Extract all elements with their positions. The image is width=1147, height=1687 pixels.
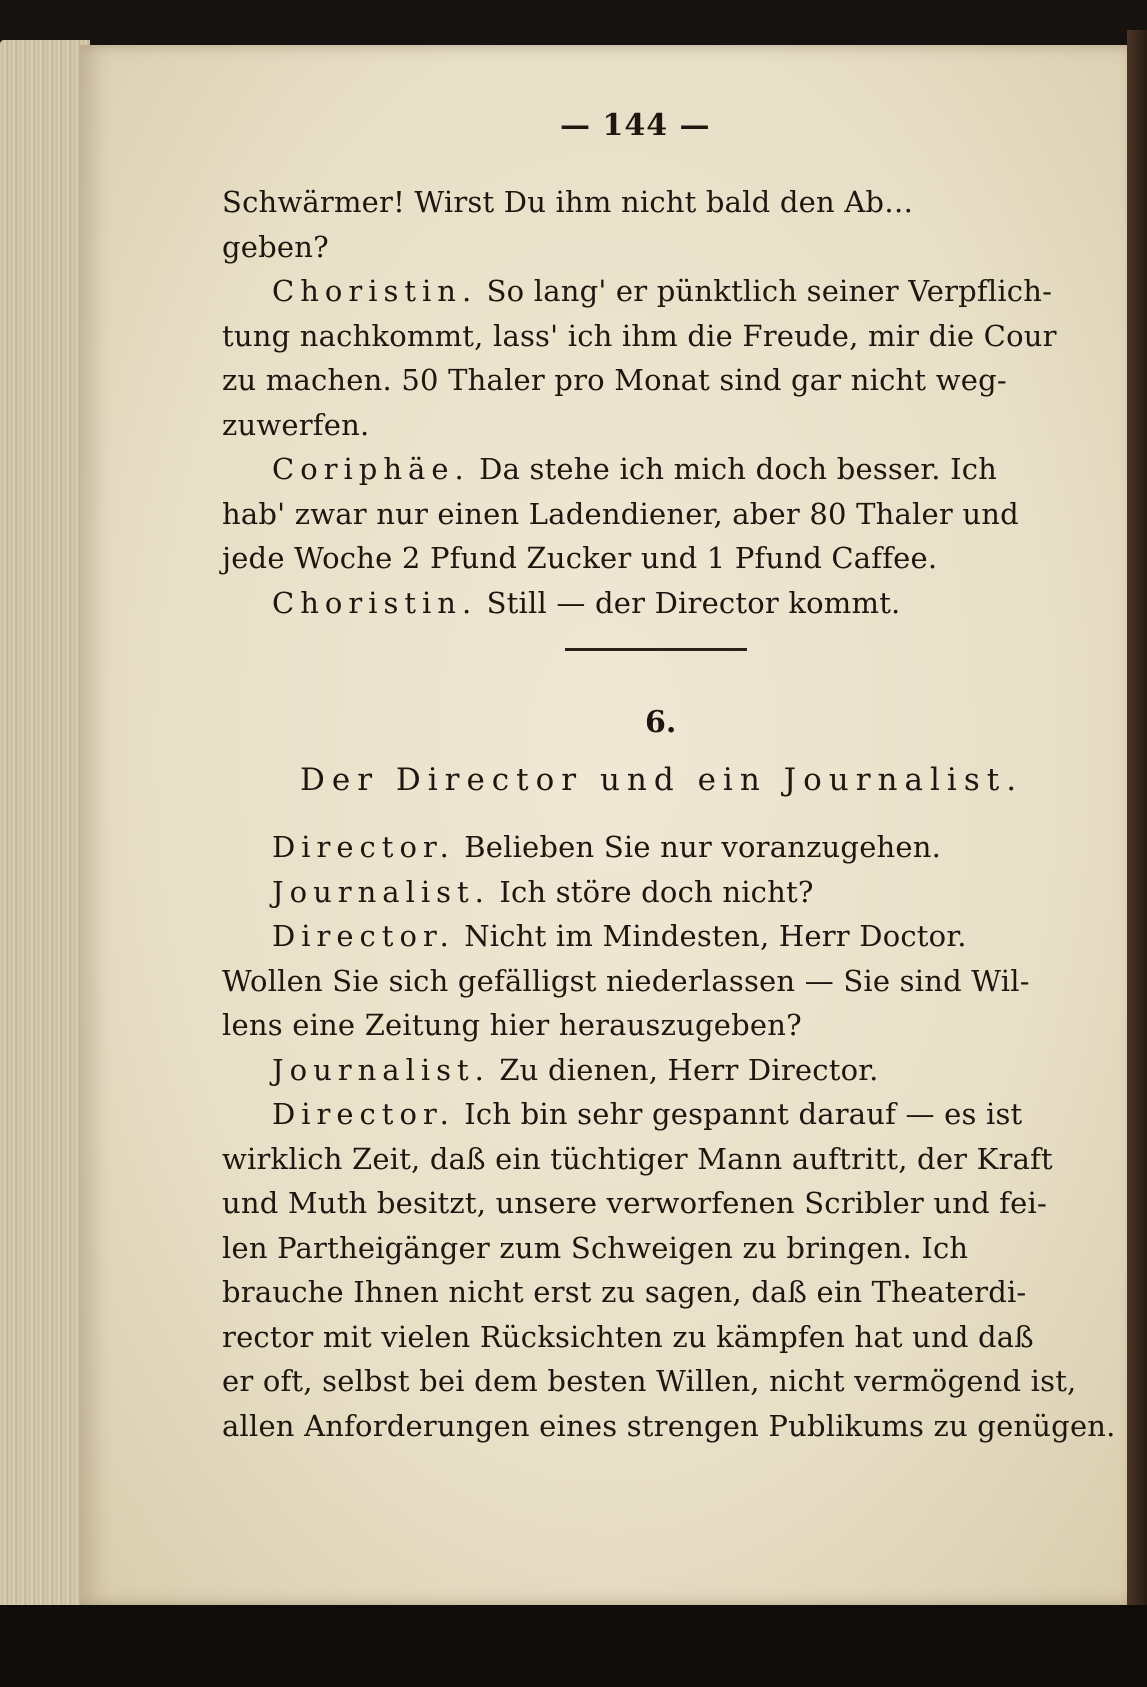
- text-line: [222, 1008, 802, 1042]
- text-line: [222, 319, 1057, 353]
- line-text: brauche Ihnen nicht erst zu sagen, daß ein Theaterdi-: [222, 1275, 1027, 1309]
- line-text: zuwerfen.: [222, 407, 370, 442]
- line-text: allen Anforderungen eines strengen Publikums zu genügen.: [222, 1408, 1116, 1443]
- text-line: [222, 497, 1019, 531]
- binding-edge: [1127, 30, 1147, 1650]
- speaker-name: Director.: [272, 1097, 455, 1131]
- text-line: [272, 875, 814, 909]
- line-text: und Muth besitzt, unsere verworfenen Scribler und fei-: [222, 1186, 1048, 1220]
- line-text: Ich störe doch nicht?: [499, 874, 814, 909]
- line-text: Ich bin sehr gespannt darauf — es ist: [464, 1097, 1023, 1131]
- line-text: Schwärmer! Wirst Du ihm nicht bald den Ab…: [222, 185, 914, 219]
- text-line: [222, 1409, 1116, 1443]
- text-line: [222, 408, 369, 442]
- text-line: [222, 1364, 1076, 1398]
- text-line: [222, 363, 1007, 397]
- line-text: jede Woche 2 Pfund Zucker und 1 Pfund Caffee.: [222, 541, 938, 575]
- text-line: [272, 830, 941, 864]
- text-line: [222, 185, 913, 219]
- line-text: geben?: [222, 229, 329, 264]
- line-text: Still — der Director kommt.: [486, 585, 901, 620]
- line-text: lens eine Zeitung hier herauszugeben?: [222, 1008, 802, 1042]
- line-text: rector mit vielen Rücksichten zu kämpfen hat und daß: [222, 1319, 1034, 1354]
- line-text: Nicht im Mindesten, Herr Doctor.: [464, 919, 967, 953]
- speaker-name: Journalist.: [272, 1052, 490, 1087]
- line-text: Belieben Sie nur voranzugehen.: [464, 830, 942, 864]
- text-line: [222, 230, 329, 264]
- page-edges: [0, 40, 90, 1610]
- page-number: — 144 —: [560, 108, 711, 143]
- text-line: [272, 1097, 1022, 1131]
- bottom-shadow: [0, 1605, 1147, 1687]
- speaker-name: Coriphäe.: [272, 452, 470, 486]
- text-line: [222, 1231, 968, 1265]
- line-text: len Partheigänger zum Schweigen zu bringen. Ich: [222, 1230, 969, 1265]
- text-line: [222, 1320, 1034, 1354]
- text-line: [272, 586, 900, 620]
- text-line: [222, 1142, 1053, 1176]
- section-divider: [565, 648, 747, 651]
- text-line: [272, 274, 1052, 308]
- text-line: [272, 1053, 879, 1087]
- text-line: [222, 1275, 1026, 1309]
- line-text: hab' zwar nur einen Ladendiener, aber 80 Thaler und: [222, 496, 1019, 531]
- line-text: wirklich Zeit, daß ein tüchtiger Mann auftritt, der Kraft: [222, 1141, 1053, 1176]
- text-line: [272, 919, 967, 953]
- line-text: tung nachkommt, lass' ich ihm die Freude, mir die Cour: [222, 318, 1057, 353]
- speaker-name: Director.: [272, 919, 455, 953]
- line-text: Wollen Sie sich gefälligst niederlassen — Sie sind Wil-: [222, 963, 1030, 998]
- line-text: zu machen. 50 Thaler pro Monat sind gar nicht weg-: [222, 363, 1007, 397]
- text-line: [222, 964, 1030, 998]
- speaker-name: Choristin.: [272, 585, 478, 620]
- scene-number: 6.: [645, 705, 677, 740]
- line-text: er oft, selbst bei dem besten Willen, nicht vermögend ist,: [222, 1364, 1077, 1398]
- text-line: [272, 452, 997, 486]
- speaker-name: Director.: [272, 830, 455, 864]
- scene-title: Der Director und ein Journalist.: [300, 762, 1024, 798]
- line-text: Da stehe ich mich doch besser. Ich: [479, 452, 998, 486]
- line-text: Zu dienen, Herr Director.: [499, 1052, 879, 1087]
- speaker-name: Choristin.: [272, 274, 478, 308]
- text-line: [222, 1186, 1047, 1220]
- speaker-name: Journalist.: [272, 874, 490, 909]
- line-text: So lang' er pünktlich seiner Verpflich-: [486, 274, 1053, 308]
- text-line: [222, 541, 937, 575]
